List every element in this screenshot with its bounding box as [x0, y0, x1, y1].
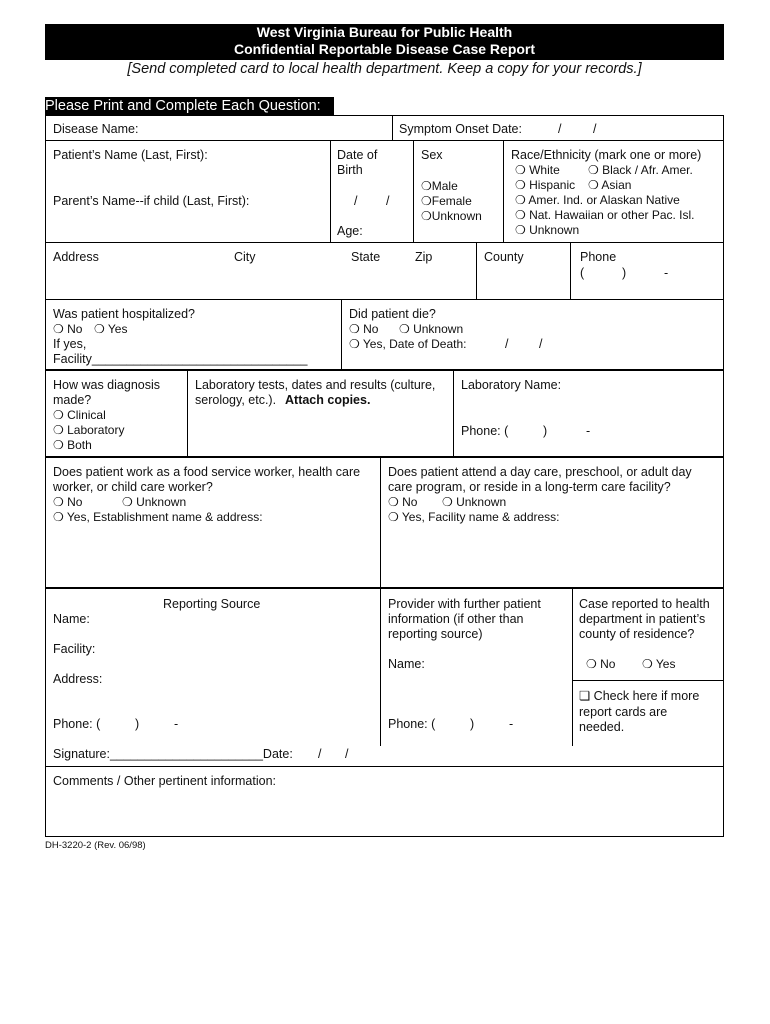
- food-worker-yes-radio[interactable]: ❍ Yes, Establishment name & address:: [53, 510, 263, 524]
- race-hispanic-radio[interactable]: ❍ Hispanic: [515, 178, 576, 192]
- diagnosis-both-radio[interactable]: ❍ Both: [53, 438, 92, 452]
- divider: [570, 242, 571, 300]
- hospitalized-no-radio[interactable]: ❍ No: [53, 322, 83, 336]
- dob-slash: /: [354, 194, 358, 208]
- signature-date-field[interactable]: Signature:______________________Date:: [53, 747, 293, 761]
- agency-title: West Virginia Bureau for Public Health: [256, 24, 513, 40]
- lab-tests-label: Laboratory tests, dates and results (culture,: [195, 378, 436, 392]
- print-instruction-bar: Please Print and Complete Each Question:: [45, 97, 334, 115]
- hospitalized-question: Was patient hospitalized?: [53, 307, 195, 321]
- died-question: Did patient die?: [349, 307, 436, 321]
- divider: [476, 242, 477, 300]
- disease-name-field[interactable]: Disease Name:: [53, 122, 139, 136]
- daycare-unknown-radio[interactable]: ❍ Unknown: [442, 495, 507, 509]
- phone-dash: -: [664, 266, 669, 280]
- dob-label: Birth: [337, 163, 363, 177]
- signature-date-slash: /: [318, 747, 322, 761]
- diagnosis-question: made?: [53, 393, 92, 407]
- attach-copies-label: Attach copies.: [285, 393, 371, 407]
- food-worker-unknown-radio[interactable]: ❍ Unknown: [122, 495, 187, 509]
- hospitalized-yes-radio[interactable]: ❍ Yes: [94, 322, 128, 336]
- age-field[interactable]: Age:: [337, 224, 363, 238]
- more-cards-label: report cards are: [579, 705, 668, 719]
- zip-field[interactable]: Zip: [415, 250, 433, 264]
- reporter-phone-dash: -: [174, 717, 179, 731]
- if-yes-label: If yes,: [53, 337, 87, 351]
- provider-phone-dash: -: [509, 717, 514, 731]
- diagnosis-question: How was diagnosis: [53, 378, 160, 392]
- form-title-bar: [45, 24, 724, 60]
- diagnosis-clinical-radio[interactable]: ❍ Clinical: [53, 408, 106, 422]
- divider: [380, 588, 381, 746]
- provider-name-field[interactable]: Name:: [388, 657, 425, 671]
- divider: [572, 588, 573, 746]
- phone-paren: ): [622, 266, 627, 280]
- daycare-yes-radio[interactable]: ❍ Yes, Facility name & address:: [388, 510, 560, 524]
- provider-label: reporting source): [388, 627, 483, 641]
- dob-slash: /: [386, 194, 390, 208]
- provider-label: information (if other than: [388, 612, 524, 626]
- provider-phone-field[interactable]: Phone: (: [388, 717, 436, 731]
- reporter-address-field[interactable]: Address:: [53, 672, 103, 686]
- lab-phone-field[interactable]: Phone: (: [461, 424, 509, 438]
- hospital-facility-field[interactable]: Facility_______________________________: [53, 352, 308, 366]
- died-unknown-radio[interactable]: ❍ Unknown: [399, 322, 464, 336]
- case-reported-label: county of residence?: [579, 627, 695, 641]
- signature-date-slash: /: [345, 747, 349, 761]
- race-unknown-radio[interactable]: ❍ Unknown: [515, 223, 580, 237]
- comments-field[interactable]: Comments / Other pertinent information:: [53, 774, 277, 788]
- food-worker-question: Does patient work as a food service worker, health care: [53, 465, 361, 479]
- phone-field[interactable]: Phone: [580, 250, 617, 264]
- sex-female-radio[interactable]: ❍Female: [421, 194, 472, 208]
- race-amer-ind-radio[interactable]: ❍ Amer. Ind. or Alaskan Native: [515, 193, 680, 207]
- symptom-onset-field[interactable]: Symptom Onset Date:: [399, 122, 522, 136]
- reporter-facility-field[interactable]: Facility:: [53, 642, 96, 656]
- food-worker-no-radio[interactable]: ❍ No: [53, 495, 83, 509]
- address-field[interactable]: Address: [53, 250, 99, 264]
- divider: [392, 115, 393, 141]
- sex-male-radio[interactable]: ❍Male: [421, 179, 458, 193]
- state-field[interactable]: State: [351, 250, 381, 264]
- race-hawaiian-radio[interactable]: ❍ Nat. Hawaiian or other Pac. Isl.: [515, 208, 695, 222]
- divider: [413, 140, 414, 243]
- food-worker-question: worker, or child care worker?: [53, 480, 213, 494]
- city-field[interactable]: City: [234, 250, 256, 264]
- daycare-question: Does patient attend a day care, preschool, or adult day: [388, 465, 692, 479]
- divider: [503, 140, 504, 243]
- case-yes-radio[interactable]: ❍ Yes: [642, 657, 676, 671]
- lab-phone-dash: -: [586, 424, 591, 438]
- divider: [380, 457, 381, 588]
- lab-phone-paren: ): [543, 424, 548, 438]
- form-id: DH-3220-2 (Rev. 06/98): [45, 840, 146, 851]
- county-field[interactable]: County: [484, 250, 524, 264]
- form-title: Confidential Reportable Disease Case Report: [233, 41, 536, 57]
- died-no-radio[interactable]: ❍ No: [349, 322, 379, 336]
- divider: [330, 140, 331, 243]
- case-reported-label: Case reported to health: [579, 597, 710, 611]
- divider: [572, 680, 724, 681]
- patient-name-field[interactable]: Patient’s Name (Last, First):: [53, 148, 208, 162]
- race-black-radio[interactable]: ❍ Black / Afr. Amer.: [588, 163, 693, 177]
- sex-label: Sex: [421, 148, 443, 162]
- divider: [341, 299, 342, 370]
- parent-name-field[interactable]: Parent’s Name--if child (Last, First):: [53, 194, 250, 208]
- divider: [187, 370, 188, 457]
- reporter-phone-field[interactable]: Phone: (: [53, 717, 101, 731]
- lab-tests-label: serology, etc.).: [195, 393, 277, 407]
- date-slash: /: [558, 122, 562, 136]
- died-yes-radio[interactable]: ❍ Yes, Date of Death:: [349, 337, 467, 351]
- provider-label: Provider with further patient: [388, 597, 541, 611]
- more-cards-checkbox[interactable]: ❏ Check here if more: [579, 689, 700, 703]
- phone-paren: (: [580, 266, 585, 280]
- death-date-slash: /: [539, 337, 543, 351]
- race-label: Race/Ethnicity (mark one or more): [511, 148, 702, 162]
- daycare-question: care program, or reside in a long-term care facility?: [388, 480, 671, 494]
- reporter-phone-paren: ): [135, 717, 140, 731]
- diagnosis-lab-radio[interactable]: ❍ Laboratory: [53, 423, 125, 437]
- reporting-source-label: Reporting Source: [163, 597, 261, 611]
- provider-phone-paren: ): [470, 717, 475, 731]
- race-asian-radio[interactable]: ❍ Asian: [588, 178, 632, 192]
- reporter-name-field[interactable]: Name:: [53, 612, 90, 626]
- sex-unknown-radio[interactable]: ❍Unknown: [421, 209, 482, 223]
- case-no-radio[interactable]: ❍ No: [586, 657, 616, 671]
- divider: [453, 370, 454, 457]
- disease-row: [45, 115, 724, 141]
- daycare-no-radio[interactable]: ❍ No: [388, 495, 418, 509]
- instructions: [Send completed card to local health department. Keep a copy for your records.]: [127, 61, 642, 77]
- race-white-radio[interactable]: ❍ White: [515, 163, 560, 177]
- date-slash: /: [593, 122, 597, 136]
- case-reported-label: department in patient’s: [579, 612, 706, 626]
- lab-name-field[interactable]: Laboratory Name:: [461, 378, 562, 392]
- more-cards-label: needed.: [579, 720, 625, 734]
- dob-label: Date of: [337, 148, 378, 162]
- death-date-slash: /: [505, 337, 509, 351]
